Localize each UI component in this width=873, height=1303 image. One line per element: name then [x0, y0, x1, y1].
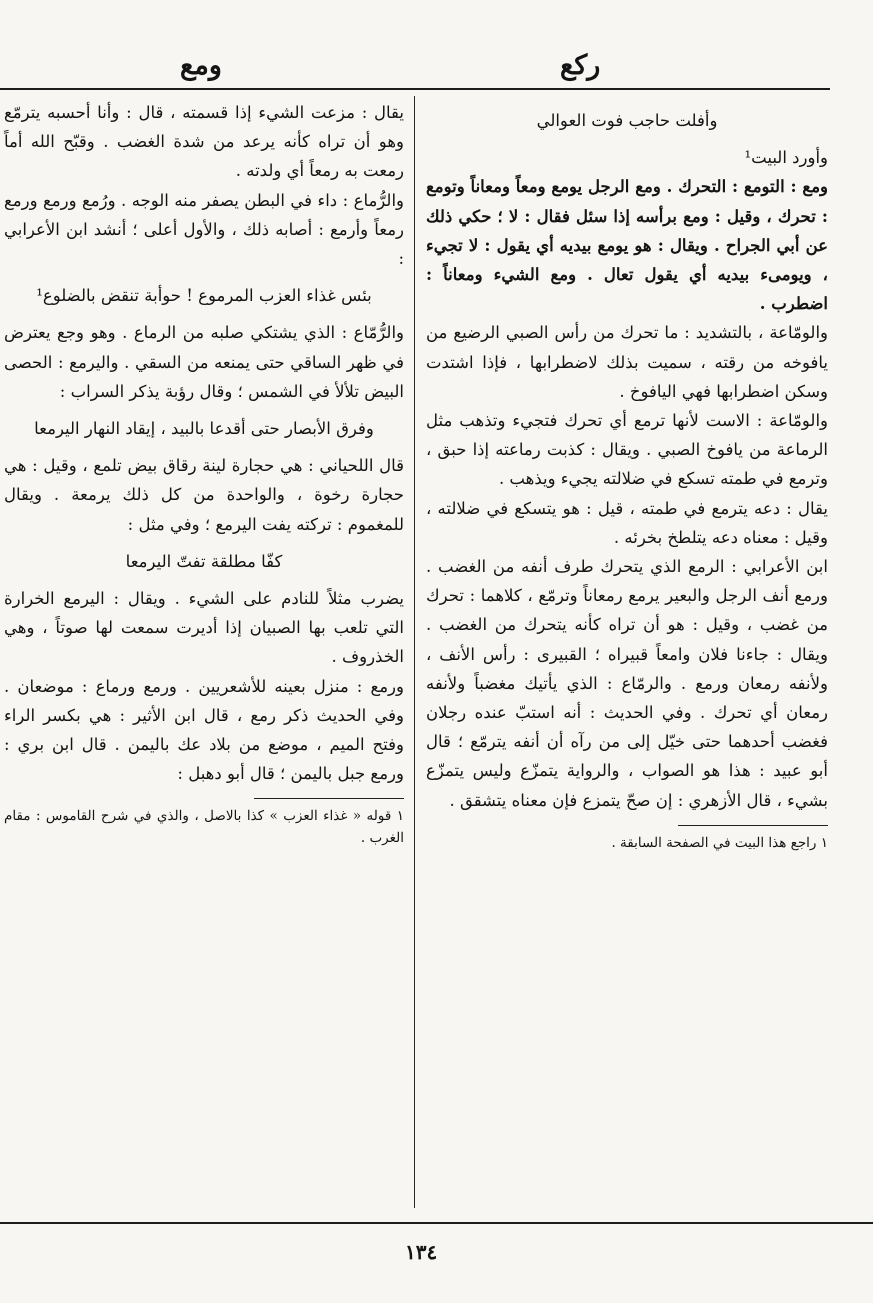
- header-rule: [0, 88, 830, 90]
- paragraph: والرُّمّاع : الذي يشتكي صلبه من الرماع . وهو وجع يعترض في ظهر الساقي حتى يمنعه من السقي . واليرمع : الحصى البيض تلألأ في الشمس ؛ وقال رؤبة يذكر السراب :: [4, 323, 404, 401]
- footer-rule: [0, 1222, 873, 1224]
- paragraph: يقال : دعه يترمع في طمته ، قيل : هو يتسكع في ضلالته ، وقيل : معناه دعه يتلطخ بخرئه .: [426, 498, 828, 547]
- right-column: [426, 98, 828, 854]
- verse-line: وفرق الأبصار حتى أقدعا بالبيد ، إيقاد النهار اليرمعا: [34, 419, 374, 439]
- running-header-left: ومع: [180, 50, 222, 81]
- footnote-rule: [678, 825, 828, 826]
- paragraph: يقال : مزعت الشيء إذا قسمته ، قال : وأنا أحسبه يترمّع وهو أن تراه كأنه يرعد من شدة الغضب . وقبّح الله أماً رمعت به رمعاً أي ولدته .: [4, 103, 404, 181]
- paragraph: وأورد البيت¹: [744, 148, 828, 168]
- verse-line: كفّا مطلقة تفتّ اليرمعا: [125, 551, 283, 571]
- verse-line: وأفلت حاجب فوت العوالي: [536, 111, 718, 130]
- verse-line: بئس غذاء العزب المرموع ! حوأبة تنقض بالضلوع¹: [36, 286, 372, 306]
- footnote: ١ قوله « غذاء العزب » كذا بالاصل ، والذي في شرح القاموس : مقام الغرب .: [4, 808, 404, 847]
- paragraph: يضرب مثلاً للنادم على الشيء . ويقال : اليرمع الخرارة التي تلعب بها الصبيان إذا أديرت سمعت لها صوتاً ، وهي الخذروف .: [4, 589, 404, 667]
- paragraph: والومّاعة ، بالتشديد : ما تحرك من رأس الصبي الرضيع من يافوخه من رقته ، سميت بذلك لاضطرابها ، فإذا اشتدت وسكن اضطرابها فهي اليافوخ .: [426, 323, 828, 401]
- paragraph: والومّاعة : الاست لأنها ترمع أي تحرك فتجيء وتذهب مثل الرماعة من يافوخ الصبي . ويقال : كذبت رماعته إذا حبق ، وترمع في طمته تسكع في ضلالته يجيء ويذهب .: [426, 411, 828, 489]
- paragraph: قال اللحياني : هي حجارة لينة رقاق بيض تلمع ، وقيل : هي حجارة رخوة ، والواحدة من كل ذلك يرمعة . ويقال للمغموم : تركته يفت اليرمع ؛ وفي مثل :: [4, 456, 404, 534]
- paragraph: ورمع : منزل بعينه للأشعريين . ورمع ورماع : موضعان . وفي الحديث ذكر رمع ، قال ابن الأثير : هي بكسر الراء وفتح الميم ، موضع من بلاد عك باليمن . قال ابن بري : ورمع جبل باليمن ؛ قال أبو دهبل :: [4, 676, 404, 784]
- paragraph: والرُّماع : داء في البطن يصفر منه الوجه . ورُمع ورمع ورمع رمعاً وأرمع : أصابه ذلك ، والأول أعلى ؛ أنشد ابن الأعرابي :: [4, 190, 404, 269]
- page-number: ١٣٤: [405, 1240, 438, 1264]
- footnote-rule: [254, 798, 404, 799]
- footnote: ١ راجع هذا البيت في الصفحة السابقة .: [611, 834, 828, 851]
- column-divider: [414, 96, 415, 1208]
- left-column: [4, 98, 404, 849]
- running-header-right: ركع: [560, 50, 601, 81]
- paragraph: ابن الأعرابي : الرمع الذي يتحرك طرف أنفه من الغضب . ورمع أنف الرجل والبعير يرمع رمعاناً وترمّع ، كلاهما : تحرك من غضب ، وقيل : هو أن تراه كأنه يتحرك من الغضب . ويقال : جاءنا فلان وامعاً قبيراه ؛ القبيرى : رأس الأنف ، ولأنفه رمعان ورمع . والرمّاع : الذي يأتيك مغضباً ولأنفه رمعان أي تحرك . وفي الحديث : أنه استبّ عنده رجلان فغضب أحدهما حتى خيّل إلى من رآه أن أنفه يترمّع ؛ قال أبو عبيد : هذا هو الصواب ، والرواية يتمزّع وليس يتمزّع بشيء ، قال الأزهري : إن صحّ يتمزع فإن معناه يتشقق .: [426, 557, 828, 810]
- entry-paragraph: ومع : التومع : التحرك . ومع الرجل يومع ومعاً ومعاناً وتومع : تحرك ، وقيل : ومع برأسه إذا سئل فقال : لا ؛ حكي ذلك عن أبي الجراح . ويقال : هو يومع بيديه أي يقول : لا تجيء ، ويومىء بيديه أي يقول تعال . ومع الشيء ومعاناً : اضطرب .: [426, 177, 828, 314]
